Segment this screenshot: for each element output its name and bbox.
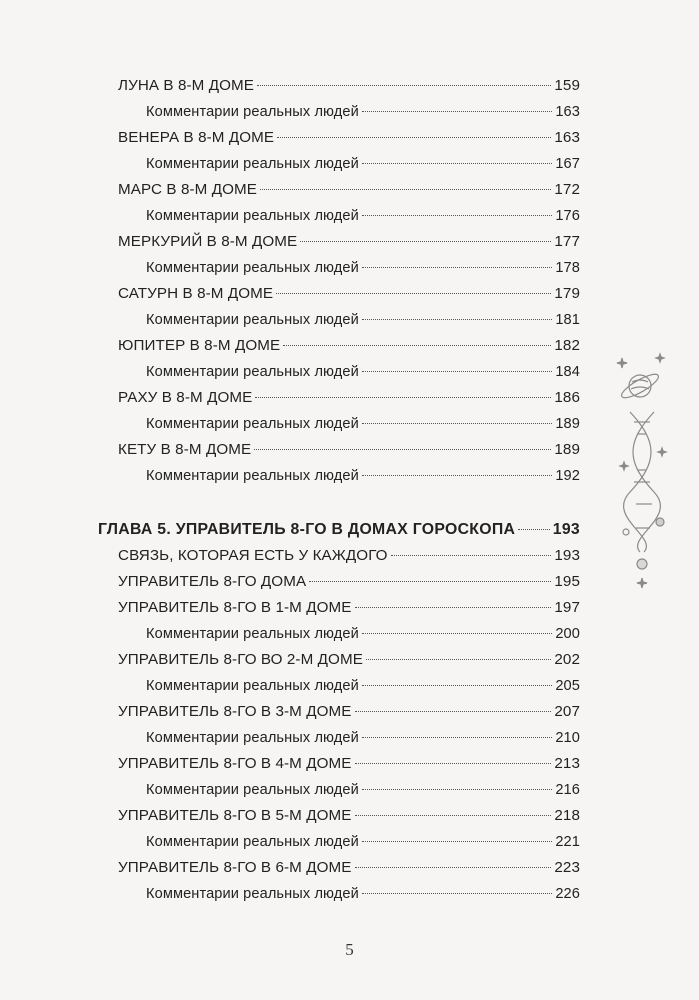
dot-leader	[277, 137, 551, 138]
dot-leader	[355, 815, 552, 816]
toc-entry[interactable]	[118, 803, 580, 829]
toc-entry[interactable]	[118, 333, 580, 359]
toc-page-number: 218	[554, 807, 580, 824]
toc-entry[interactable]	[118, 437, 580, 463]
toc-page-number: 181	[555, 312, 580, 328]
toc-entry-title: Комментарии реальных людей	[146, 208, 359, 224]
dot-leader	[254, 449, 551, 450]
toc-page-number: 200	[555, 626, 580, 642]
toc-page-number: 216	[555, 782, 580, 798]
dot-leader	[366, 659, 551, 660]
toc-chapter-heading[interactable]	[98, 517, 580, 543]
toc-entry-title: Комментарии реальных людей	[146, 886, 359, 902]
toc-subentry[interactable]	[118, 255, 580, 281]
toc-entry[interactable]	[118, 595, 580, 621]
dot-leader	[355, 867, 552, 868]
toc-page-number: 213	[554, 755, 580, 772]
toc-subentry[interactable]	[118, 411, 580, 437]
toc-subentry[interactable]	[118, 777, 580, 803]
dot-leader	[362, 163, 552, 164]
toc-page-number: 159	[554, 77, 580, 94]
toc-entry-title: СВЯЗЬ, КОТОРАЯ ЕСТЬ У КАЖДОГО	[118, 547, 388, 564]
toc-subentry[interactable]	[118, 463, 580, 489]
dot-leader	[362, 475, 552, 476]
dot-leader	[362, 111, 552, 112]
toc-entry[interactable]	[118, 699, 580, 725]
dot-leader	[362, 215, 552, 216]
toc-entry-title: РАХУ В 8-М ДОМЕ	[118, 389, 253, 406]
dot-leader	[362, 423, 552, 424]
toc-subentry[interactable]	[118, 307, 580, 333]
toc-entry-title: Комментарии реальных людей	[146, 468, 359, 484]
toc-page-number: 210	[555, 730, 580, 746]
dot-leader	[362, 841, 552, 842]
toc-entry-title: Комментарии реальных людей	[146, 260, 359, 276]
table-of-contents	[98, 73, 580, 907]
dot-leader	[362, 685, 552, 686]
toc-page-number: 179	[554, 285, 580, 302]
toc-entry-title: УПРАВИТЕЛЬ 8-ГО В 3-М ДОМЕ	[118, 703, 352, 720]
toc-page-number: 223	[554, 859, 580, 876]
toc-page-number: 167	[555, 156, 580, 172]
dot-leader	[355, 711, 552, 712]
toc-page-number: 205	[555, 678, 580, 694]
toc-subentry[interactable]	[118, 151, 580, 177]
toc-page-number: 193	[554, 547, 580, 564]
toc-entry-title: Комментарии реальных людей	[146, 156, 359, 172]
toc-entry-title: ЛУНА В 8-М ДОМЕ	[118, 77, 255, 94]
toc-page-number: 197	[554, 599, 580, 616]
toc-page-number: 177	[554, 233, 580, 250]
toc-page-number: 193	[552, 521, 580, 538]
toc-entry-title: УПРАВИТЕЛЬ 8-ГО В 4-М ДОМЕ	[118, 755, 352, 772]
toc-entry-title: САТУРН В 8-М ДОМЕ	[118, 285, 274, 302]
toc-entry[interactable]	[118, 229, 580, 255]
toc-entry-title: Комментарии реальных людей	[146, 678, 359, 694]
toc-entry-title: ГЛАВА 5. УПРАВИТЕЛЬ 8-ГО В ДОМАХ ГОРОСКОПА	[98, 521, 516, 538]
dot-leader	[355, 607, 552, 608]
toc-entry-title: УПРАВИТЕЛЬ 8-ГО ВО 2-М ДОМЕ	[118, 651, 363, 668]
toc-entry-title: Комментарии реальных людей	[146, 730, 359, 746]
toc-entry[interactable]	[118, 647, 580, 673]
toc-entry[interactable]	[118, 125, 580, 151]
toc-page-number: 192	[555, 468, 580, 484]
dot-leader	[309, 581, 551, 582]
toc-subentry[interactable]	[118, 881, 580, 907]
toc-entry[interactable]	[118, 281, 580, 307]
toc-subentry[interactable]	[118, 829, 580, 855]
toc-entry-title: МАРС В 8-М ДОМЕ	[118, 181, 258, 198]
dot-leader	[283, 345, 551, 346]
toc-subentry[interactable]	[118, 203, 580, 229]
toc-page-number: 202	[554, 651, 580, 668]
toc-entry[interactable]	[118, 855, 580, 881]
dot-leader	[257, 85, 551, 86]
toc-page-number: 195	[554, 573, 580, 590]
toc-page-number: 182	[554, 337, 580, 354]
toc-entry-title: Комментарии реальных людей	[146, 782, 359, 798]
toc-entry[interactable]	[118, 177, 580, 203]
toc-entry[interactable]	[118, 385, 580, 411]
toc-page-number: 176	[555, 208, 580, 224]
toc-page-number: 163	[554, 129, 580, 146]
toc-entry-title: УПРАВИТЕЛЬ 8-ГО В 1-М ДОМЕ	[118, 599, 352, 616]
dot-leader	[518, 529, 550, 530]
dot-leader	[276, 293, 551, 294]
dot-leader	[260, 189, 551, 190]
toc-page-number: 186	[554, 389, 580, 406]
toc-entry-title: ЮПИТЕР В 8-М ДОМЕ	[118, 337, 281, 354]
toc-subentry[interactable]	[118, 99, 580, 125]
dot-leader	[362, 371, 552, 372]
toc-entry-title: Комментарии реальных людей	[146, 416, 359, 432]
toc-subentry[interactable]	[118, 673, 580, 699]
toc-subentry[interactable]	[118, 725, 580, 751]
toc-entry[interactable]	[118, 569, 580, 595]
dot-leader	[300, 241, 551, 242]
toc-entry[interactable]	[118, 543, 580, 569]
toc-page-number: 221	[555, 834, 580, 850]
toc-page-number: 184	[555, 364, 580, 380]
dot-leader	[362, 267, 552, 268]
dot-leader	[255, 397, 551, 398]
dot-leader	[362, 633, 552, 634]
toc-entry[interactable]	[118, 73, 580, 99]
dot-leader	[391, 555, 552, 556]
dot-leader	[355, 763, 552, 764]
toc-page-number: 163	[555, 104, 580, 120]
toc-entry-title: ВЕНЕРА В 8-М ДОМЕ	[118, 129, 275, 146]
dot-leader	[362, 737, 552, 738]
toc-page-number: 189	[555, 416, 580, 432]
planet-helix-ornament-icon	[614, 352, 674, 592]
toc-entry-title: Комментарии реальных людей	[146, 312, 359, 328]
toc-subentry[interactable]	[118, 359, 580, 385]
toc-entry-title: УПРАВИТЕЛЬ 8-ГО В 5-М ДОМЕ	[118, 807, 352, 824]
toc-entry-title: Комментарии реальных людей	[146, 104, 359, 120]
dot-leader	[362, 893, 552, 894]
toc-entry-title: УПРАВИТЕЛЬ 8-ГО ДОМА	[118, 573, 307, 590]
toc-entry-title: МЕРКУРИЙ В 8-М ДОМЕ	[118, 233, 298, 250]
toc-page-number: 226	[555, 886, 580, 902]
toc-entry[interactable]	[118, 751, 580, 777]
toc-subentry[interactable]	[118, 621, 580, 647]
toc-page-number: 207	[554, 703, 580, 720]
dot-leader	[362, 319, 552, 320]
toc-entry-title: Комментарии реальных людей	[146, 834, 359, 850]
toc-page-number: 172	[554, 181, 580, 198]
toc-entry-title: Комментарии реальных людей	[146, 364, 359, 380]
toc-entry-title: КЕТУ В 8-М ДОМЕ	[118, 441, 252, 458]
toc-entry-title: Комментарии реальных людей	[146, 626, 359, 642]
page-number: 5	[345, 940, 354, 959]
toc-page-number: 178	[555, 260, 580, 276]
toc-page-number: 189	[554, 441, 580, 458]
toc-entry-title: УПРАВИТЕЛЬ 8-ГО В 6-М ДОМЕ	[118, 859, 352, 876]
dot-leader	[362, 789, 552, 790]
